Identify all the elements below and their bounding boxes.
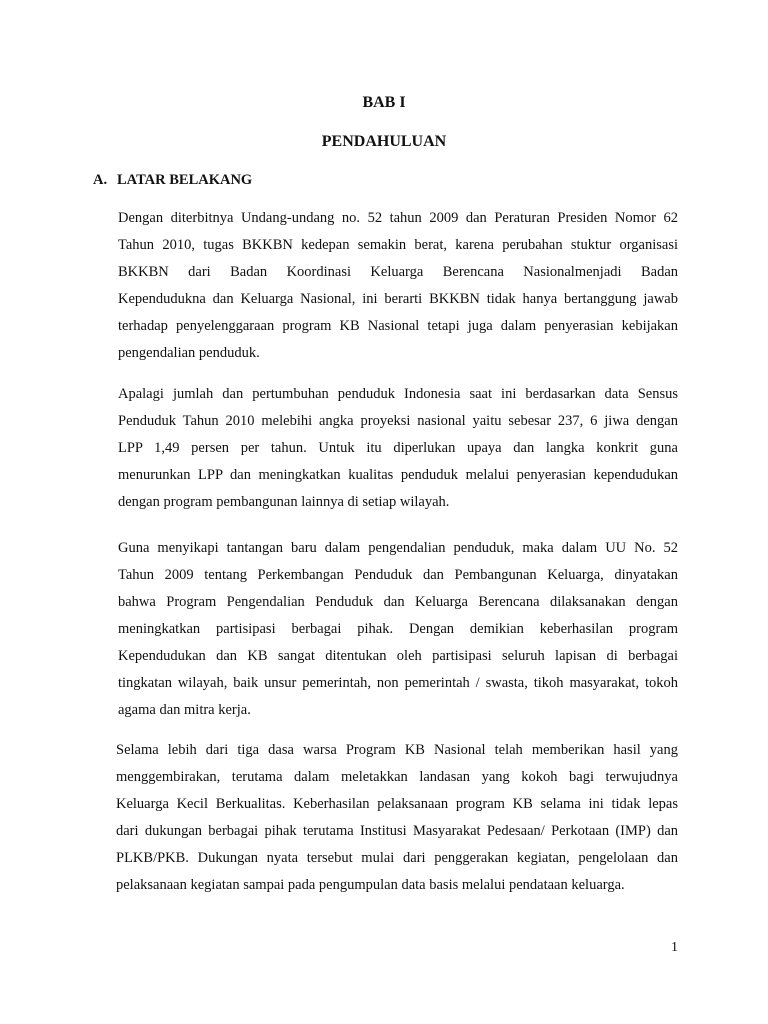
paragraph-line: Tahun 2010, tugas BKKBN kedepan semakin berat, karena perubahan stuktur organisasi: [118, 237, 678, 253]
paragraph-4: [116, 737, 678, 899]
paragraph-line: Keluarga Kecil Berkualitas. Keberhasilan pelaksanaan program KB selama ini tidak lepas: [116, 796, 678, 812]
paragraph-line: LPP 1,49 persen per tahun. Untuk itu diperlukan upaya dan langka konkrit guna: [118, 440, 678, 456]
page-number: 1: [671, 940, 678, 955]
paragraph-line: tingkatan wilayah, baik unsur pemerintah, non pemerintah / swasta, tikoh masyarakat, tokoh: [118, 675, 678, 691]
chapter-title: PENDAHULUAN: [321, 133, 447, 150]
paragraph-line: dengan program pembangunan lainnya di setiap wilayah.: [118, 494, 450, 510]
paragraph-line: meningkatkan partisipasi berbagai pihak. Dengan demikian keberhasilan program: [118, 621, 678, 637]
chapter-number: BAB I: [362, 94, 406, 111]
paragraph-line: Dengan diterbitnya Undang-undang no. 52 tahun 2009 dan Peraturan Presiden Nomor 62: [118, 210, 678, 226]
paragraph-3: [118, 535, 678, 724]
paragraph-line: pelaksanaan kegiatan sampai pada pengumpulan data basis melalui pendataan keluarga.: [116, 877, 625, 893]
paragraph-line: menggembirakan, terutama dalam meletakkan landasan yang kokoh bagi terwujudnya: [116, 769, 678, 785]
paragraph-1: [118, 205, 678, 367]
section-heading: [93, 172, 252, 189]
paragraph-line: bahwa Program Pengendalian Penduduk dan Keluarga Berencana dilaksanakan dengan: [118, 594, 678, 610]
paragraph-line: Penduduk Tahun 2010 melebihi angka proyeksi nasional yaitu sebesar 237, 6 jiwa dengan: [118, 413, 678, 429]
section-title: LATAR BELAKANG: [117, 172, 253, 188]
paragraph-line: Kependudukna dan Keluarga Nasional, ini berarti BKKBN tidak hanya bertanggung jawab: [118, 291, 678, 307]
paragraph-line: dari dukungan berbagai pihak terutama Institusi Masyarakat Pedesaan/ Perkotaan (IMP) dan: [116, 823, 678, 839]
paragraph-line: Kependudukan dan KB sangat ditentukan oleh partisipasi seluruh lapisan di berbagai: [118, 648, 678, 664]
paragraph-line: pengendalian penduduk.: [118, 345, 260, 361]
paragraph-line: Selama lebih dari tiga dasa warsa Program KB Nasional telah memberikan hasil yang: [116, 742, 678, 758]
paragraph-line: Guna menyikapi tantangan baru dalam pengendalian penduduk, maka dalam UU No. 52: [118, 540, 678, 556]
paragraph-line: PLKB/PKB. Dukungan nyata tersebut mulai dari penggerakan kegiatan, pengelolaan dan: [116, 850, 678, 866]
paragraph-line: terhadap penyelenggaraan program KB Nasional tetapi juga dalam penyerasian kebijakan: [118, 318, 678, 334]
paragraph-line: agama dan mitra kerja.: [118, 702, 251, 718]
paragraph-line: Tahun 2009 tentang Perkembangan Penduduk dan Pembangunan Keluarga, dinyatakan: [118, 567, 678, 583]
paragraph-line: BKKBN dari Badan Koordinasi Keluarga Berencana Nasionalmenjadi Badan: [118, 264, 678, 280]
paragraph-line: Apalagi jumlah dan pertumbuhan penduduk Indonesia saat ini berdasarkan data Sensus: [118, 386, 678, 402]
paragraph-2: [118, 381, 678, 516]
paragraph-line: menurunkan LPP dan meningkatkan kualitas penduduk melalui penyerasian kependudukan: [118, 467, 678, 483]
section-letter: A.: [93, 172, 108, 188]
